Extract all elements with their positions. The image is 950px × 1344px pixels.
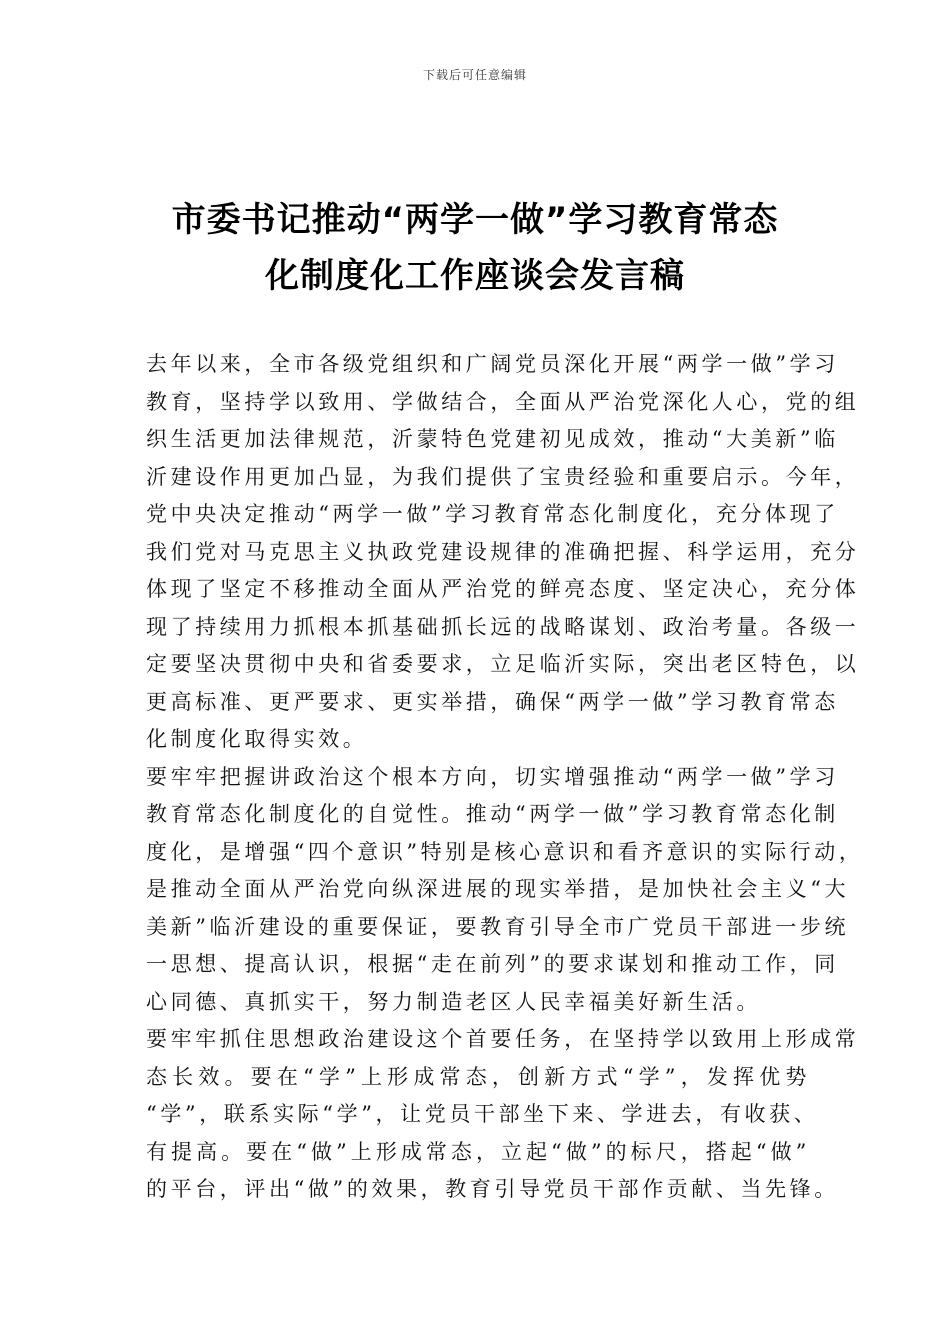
text-line: 度化，是增强“四个意识”特别是核心意识和看齐意识的实际行动，: [146, 839, 864, 864]
text-line: 现了持续用力抓根本抓基础抓长远的战略谋划、政治考量。各级一: [146, 614, 860, 639]
text-line: 要牢牢把握讲政治这个根本方向，切实增强推动“两学一做”学习: [146, 764, 839, 789]
title-line: 化制度化工作座谈会发言稿: [265, 256, 685, 296]
title-line: 市委书记推动“两学一做”学习教育常态: [171, 200, 779, 240]
text-line: 定要坚决贯彻中央和省委要求，立足临沂实际，突出老区特色，以: [146, 652, 860, 676]
text-line: 美新”临沂建设的重要保证，要教育引导全市广党员干部进一步统: [146, 914, 850, 939]
text-line: 有提高。要在“做”上形成常态，立起“做”的标尺，搭起“做”: [146, 1139, 810, 1164]
document-title: [120, 192, 830, 304]
text-line: 体现了坚定不移推动全面从严治党的鲜亮态度、坚定决心，充分体: [146, 577, 860, 601]
text-line: 心同德、真抓实干，努力制造老区人民幸福美好新生活。: [146, 989, 761, 1014]
text-line: 去年以来，全市各级党组织和广阔党员深化开展“两学一做”学习: [146, 352, 839, 376]
paragraph-2: [146, 759, 864, 1022]
text-line: 教育，坚持学以致用、学做结合，全面从严治党深化人心，党的组: [146, 389, 860, 414]
text-line: 一思想、提高认识，根据“走在前列”的要求谋划和推动工作，同: [146, 952, 839, 976]
header-note: 下载后可任意编辑: [422, 68, 527, 82]
paragraph-3: [146, 1021, 860, 1209]
text-line: 教育常态化制度化的自觉性。推动“两学一做”学习教育常态化制: [146, 802, 839, 826]
text-line: 化制度化取得实效。: [146, 727, 368, 751]
text-line: 的平台，评出“做”的效果，教育引导党员干部作贡献、当先锋。: [146, 1177, 839, 1201]
text-line: 是推动全面从严治党向纵深进展的现实举措，是加快社会主义“大: [146, 877, 850, 901]
text-line: 沂建设作用更加凸显，为我们提供了宝贵经验和重要启示。今年，: [146, 464, 860, 489]
text-line: 态长效。要在“学”上形成常态，创新方式“学”，发挥优势: [146, 1064, 810, 1089]
document-body: [146, 346, 864, 1209]
text-line: 党中央决定推动“两学一做”学习教育常态化制度化，充分体现了: [146, 502, 839, 526]
text-line: 要牢牢抓住思想政治建设这个首要任务，在坚持学以致用上形成常: [146, 1027, 860, 1051]
text-line: “学”，联系实际“学”，让党员干部坐下来、学进去，有收获、: [146, 1102, 819, 1126]
text-line: 织生活更加法律规范，沂蒙特色党建初见成效，推动“大美新”临: [146, 427, 839, 451]
text-line: 我们党对马克思主义执政党建设规律的准确把握、科学运用，充分: [146, 539, 860, 564]
text-line: 更高标准、更严要求、更实举措，确保“两学一做”学习教育常态: [146, 689, 839, 714]
paragraph-1: [146, 346, 860, 759]
